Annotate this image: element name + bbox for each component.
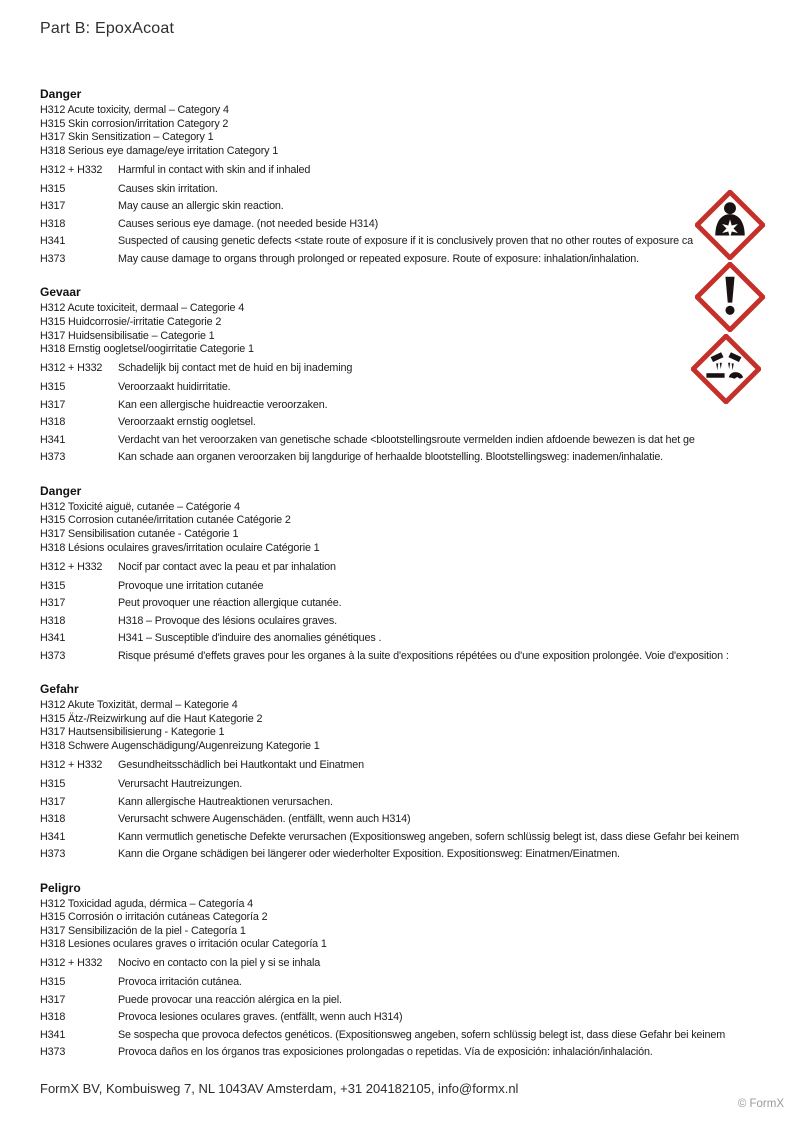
classification-list	[40, 898, 780, 952]
hazard-code: H318	[40, 813, 66, 825]
hazard-statement-row	[40, 613, 780, 631]
hazard-statement-row	[40, 1044, 780, 1062]
classification-line: H312 Toxicidad aguda, dérmica – Categoría 4	[40, 897, 254, 910]
hazard-language-section	[40, 682, 780, 863]
classification-line: H312 Akute Toxizität, dermal – Kategorie 4	[40, 699, 238, 712]
hazard-code: H341	[40, 632, 66, 645]
classification-list	[40, 699, 780, 753]
hazard-text: Causes skin irritation.	[118, 182, 218, 195]
hazard-code: H317	[40, 398, 66, 411]
hazard-statement-row	[40, 198, 780, 216]
hazard-code: H315	[40, 579, 66, 592]
hazard-statement-row	[40, 811, 780, 829]
hazard-statement-row	[40, 829, 780, 847]
hazard-sections	[40, 87, 780, 1079]
hazard-statement-row	[40, 794, 780, 812]
hazard-text: Kann allergische Hautreaktionen verursachen.	[118, 795, 333, 808]
classification-list	[40, 104, 780, 158]
classification-line: H315 Corrosion cutanée/irritation cutanée Catégorie 2	[40, 514, 291, 527]
hazard-text: Schadelijk bij contact met de huid en bij inademing	[118, 362, 353, 375]
hazard-text: Peut provoquer une réaction allergique cutanée.	[118, 597, 342, 610]
hazard-text: Verursacht schwere Augenschäden. (entfällt, wenn auch H314)	[118, 813, 411, 825]
hazard-statement-row	[40, 432, 780, 450]
hazard-language-section	[40, 881, 780, 1062]
health-hazard-pictogram-icon	[695, 190, 765, 260]
hazard-language-section	[40, 285, 780, 466]
hazard-text: May cause an allergic skin reaction.	[118, 200, 284, 213]
classification-list	[40, 501, 780, 555]
classification-line: H318 Schwere Augenschädigung/Augenreizung Kategorie 1	[40, 739, 320, 752]
hazard-text: Nocivo en contacto con la piel y si se inhala	[118, 957, 321, 970]
hazard-statement-row	[40, 595, 780, 613]
hazard-statement-list	[40, 974, 780, 1062]
hazard-code: H315	[40, 976, 66, 989]
hazard-text: Kann die Organe schädigen bei längerer oder wiederholter Exposition. Expositionsweg: Einatmen/Einatmen.	[118, 848, 620, 860]
hazard-text: Provoca daños en los órganos tras exposiciones prolongadas o repetidas. Vía de exposición: inhalación/inhalación.	[118, 1046, 653, 1059]
hazard-code: H341	[40, 830, 66, 843]
classification-line: H315 Ätz-/Reizwirkung auf die Haut Kategorie 2	[40, 712, 263, 725]
hazard-text: Nocif par contact avec la peau et par inhalation	[118, 560, 336, 573]
hazard-code: H341	[40, 235, 66, 248]
hazard-statement-list	[40, 578, 780, 666]
combined-hazard-row	[40, 758, 780, 772]
hazard-statement-list	[40, 181, 780, 269]
classification-line: H318 Ernstig oogletsel/oogirritatie Categorie 1	[40, 343, 254, 356]
hazard-text: Gesundheitsschädlich bei Hautkontakt und Einatmen	[118, 759, 364, 771]
hazard-code: H318	[40, 1011, 66, 1024]
hazard-code: H318	[40, 416, 66, 429]
hazard-statement-row	[40, 974, 780, 992]
combined-hazard-row	[40, 361, 780, 375]
hazard-statement-row	[40, 414, 780, 432]
hazard-code: H318	[40, 217, 66, 230]
signal-word: Gevaar	[40, 285, 81, 300]
classification-line: H318 Lésions oculaires graves/irritation oculaire Catégorie 1	[40, 541, 320, 554]
hazard-text: Provoca lesiones oculares graves. (entfällt, wenn auch H314)	[118, 1011, 403, 1024]
page-title: Part B: EpoxAcoat	[40, 20, 175, 37]
classification-line: H317 Hautsensibilisierung - Kategorie 1	[40, 726, 225, 739]
classification-line: H318 Serious eye damage/eye irritation Category 1	[40, 144, 279, 157]
hazard-text: Verursacht Hautreizungen.	[118, 778, 243, 790]
hazard-text: Veroorzaakt huidirritatie.	[118, 381, 231, 394]
combined-hazard-row	[40, 163, 780, 177]
hazard-statement-row	[40, 449, 780, 467]
classification-line: H317 Skin Sensitization – Category 1	[40, 131, 214, 144]
hazard-code: H317	[40, 597, 66, 610]
hazard-code: H373	[40, 649, 66, 662]
hazard-text: Se sospecha que provoca defectos genéticos. (Expositionsweg angeben, sofern schlüssig belegt ist, dass diese Gefahr bei keinem	[118, 1028, 726, 1041]
hazard-statement-row	[40, 630, 780, 648]
hazard-statement-row	[40, 379, 780, 397]
hazard-text: H318 – Provoque des lésions oculaires graves.	[118, 614, 337, 627]
classification-line: H312 Acute toxicity, dermal – Category 4	[40, 104, 229, 116]
hazard-code: H317	[40, 200, 66, 213]
signal-word: Peligro	[40, 880, 81, 895]
hazard-statement-list	[40, 776, 780, 864]
hazard-code: H312 + H332	[40, 759, 103, 771]
hazard-text: Kan schade aan organen veroorzaken bij langdurige of herhaalde blootstelling. Blootstellingsweg: inademen/inhalatie.	[118, 451, 664, 464]
hazard-statement-row	[40, 181, 780, 199]
hazard-statement-row	[40, 992, 780, 1010]
exclamation-mark-pictogram-icon	[695, 262, 765, 332]
classification-line: H315 Huidcorrosie/-irritatie Categorie 2	[40, 315, 222, 328]
hazard-statement-row	[40, 233, 780, 251]
classification-line: H317 Huidsensibilisatie – Categorie 1	[40, 329, 215, 342]
hazard-code: H315	[40, 381, 66, 394]
hazard-language-section	[40, 87, 780, 268]
classification-line: H315 Corrosión o irritación cutáneas Categoría 2	[40, 911, 268, 924]
hazard-code: H373	[40, 252, 66, 265]
hazard-code: H317	[40, 795, 66, 808]
signal-word: Danger	[40, 483, 82, 498]
hazard-text: Verdacht van het veroorzaken van genetische schade <blootstellingsroute vermelden indien afdoende bewezen is dat het ge	[118, 433, 695, 446]
hazard-statement-row	[40, 776, 780, 794]
hazard-statement-row	[40, 216, 780, 234]
signal-word: Danger	[40, 87, 82, 101]
hazard-text: Risque présumé d'effets graves pour les organes à la suite d'expositions répétées ou d'une exposition prolongée. Voie d'exposition :	[118, 649, 729, 662]
hazard-text: Veroorzaakt ernstig oogletsel.	[118, 416, 256, 429]
hazard-statement-list	[40, 379, 780, 467]
hazard-code: H312 + H332	[40, 362, 103, 375]
hazard-code: H315	[40, 778, 66, 790]
hazard-code: H312 + H332	[40, 163, 103, 176]
corrosive-pictogram-icon	[691, 334, 761, 404]
hazard-code: H318	[40, 614, 66, 627]
hazard-code: H312 + H332	[40, 560, 103, 573]
hazard-code: H317	[40, 993, 66, 1006]
hazard-statement-row	[40, 578, 780, 596]
hazard-text: Puede provocar una reacción alérgica en la piel.	[118, 993, 342, 1006]
hazard-code: H341	[40, 1028, 66, 1041]
classification-line: H315 Skin corrosion/irritation Category 2	[40, 117, 229, 130]
classification-line: H312 Toxicité aiguë, cutanée – Catégorie 4	[40, 500, 240, 513]
classification-line: H318 Lesiones oculares graves o irritación ocular Categoría 1	[40, 938, 327, 951]
hazard-text: Provoque une irritation cutanée	[118, 579, 264, 592]
hazard-text: Provoca irritación cutánea.	[118, 976, 242, 989]
copyright-notice: © FormX	[737, 1098, 784, 1110]
hazard-code: H373	[40, 1046, 66, 1059]
hazard-language-section	[40, 484, 780, 665]
hazard-text: Causes serious eye damage. (not needed beside H314)	[118, 217, 379, 230]
hazard-code: H312 + H332	[40, 957, 103, 970]
hazard-statement-row	[40, 1027, 780, 1045]
hazard-text: H341 – Susceptible d'induire des anomalies génétiques .	[118, 632, 382, 645]
hazard-code: H373	[40, 451, 66, 464]
classification-line: H317 Sensibilisation cutanée - Catégorie 1	[40, 527, 239, 540]
hazard-code: H315	[40, 182, 66, 195]
hazard-text: Suspected of causing genetic defects <state route of exposure if it is conclusively proven that no other routes of exposure ca	[118, 235, 693, 248]
hazard-code: H373	[40, 848, 66, 860]
combined-hazard-row	[40, 560, 780, 574]
classification-line: H317 Sensibilización de la piel - Categoría 1	[40, 924, 246, 937]
signal-word: Gefahr	[40, 682, 79, 697]
company-footer: FormX BV, Kombuisweg 7, NL 1043AV Amsterdam, +31 204182105, info@formx.nl	[40, 1081, 519, 1096]
classification-line: H312 Acute toxiciteit, dermaal – Categorie 4	[40, 302, 245, 315]
hazard-statement-row	[40, 1009, 780, 1027]
hazard-statement-row	[40, 397, 780, 415]
hazard-text: Kan een allergische huidreactie veroorzaken.	[118, 398, 328, 411]
hazard-text: Kann vermutlich genetische Defekte verursachen (Expositionsweg angeben, sofern schlüssig belegt ist, dass diese Gefahr bei keinem	[118, 830, 740, 843]
hazard-statement-row	[40, 648, 780, 666]
hazard-code: H341	[40, 433, 66, 446]
hazard-statement-row	[40, 251, 780, 269]
hazard-statement-row	[40, 846, 780, 864]
combined-hazard-row	[40, 956, 780, 970]
hazard-text: Harmful in contact with skin and if inhaled	[118, 163, 311, 176]
hazard-text: May cause damage to organs through prolonged or repeated exposure. Route of exposure: inhalation/inhalation.	[118, 252, 640, 265]
classification-list	[40, 302, 780, 356]
